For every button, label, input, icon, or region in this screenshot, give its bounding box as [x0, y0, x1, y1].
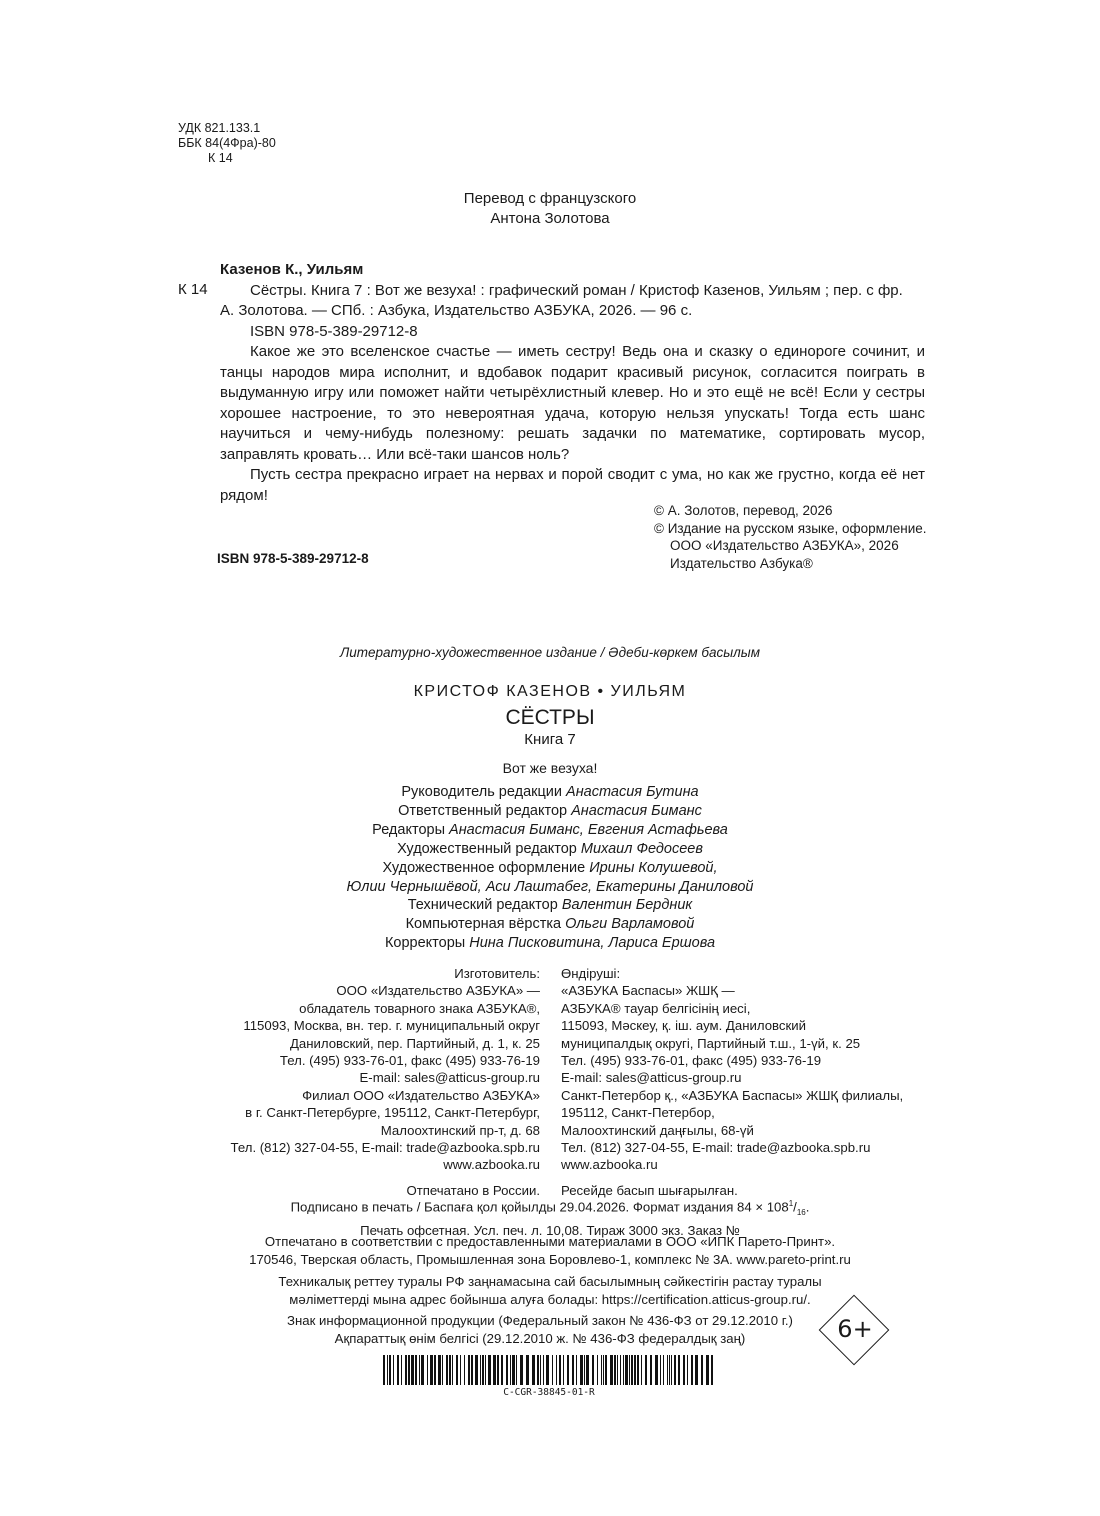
signed-end: . [805, 1199, 810, 1215]
udk-code: УДК 821.133.1 [178, 121, 261, 135]
signed-text: Подписано в печать / Баспаға қол қойылды 29.04.2026. Формат издания 84 × 108 [290, 1199, 789, 1215]
author-mark: К 14 [208, 151, 233, 165]
manufacturer-kz-line: муниципалдық округі, Партийный т.ш., 1-үй, к. 25 [561, 1035, 861, 1051]
staff-role: Технический редактор [407, 897, 558, 914]
staff-row [0, 821, 1100, 840]
manufacturer-kz [561, 965, 903, 1199]
format-fraction-num: 1 [788, 1199, 794, 1208]
signed-line-1: Подписано в печать / Баспаға қол қойылды 29.04.2026. Формат издания $84 \times 108^1/_{16}$. [290, 1199, 810, 1218]
manufacturer-ru-line: E-mail: sales@atticus-group.ru [359, 1070, 540, 1086]
biblio-index: К 14 [178, 281, 208, 298]
age-rating: 6+ [837, 1315, 873, 1343]
manufacturer-kz-line: Малоохтинский даңғылы, 68-үй [561, 1122, 754, 1138]
format-fraction-den: 16 [796, 1208, 806, 1218]
staff-name: Ирины Колушевой, [589, 859, 718, 876]
staff-row [0, 783, 1100, 802]
manufacturer-kz-line: Тел. (812) 327-04-55, E-mail: trade@azbooka.spb.ru [561, 1140, 871, 1156]
staff-role: Компьютерная вёрстка [405, 916, 562, 933]
manufacturer-ru-line: Тел. (495) 933-76-01, факс (495) 933-76-19 [279, 1053, 540, 1069]
staff-name: Юлии Чернышёвой, Аси Лаштабег, Екатерины Даниловой [346, 878, 754, 895]
staff-name: Нина Писковитина, Лариса Ершова [469, 935, 716, 952]
staff-role: Редакторы [372, 821, 445, 838]
manufacturer-kz-line: www.azbooka.ru [561, 1157, 658, 1173]
barcode-label: C-CGR-38845-01-R [503, 1387, 595, 1398]
manufacturer-kz-line: АЗБУКА® тауар белгісінің иесі, [561, 1000, 751, 1016]
staff-name: Анастасия Бутина [566, 784, 699, 800]
certification-line-2: мәліметтерді мына адрес бойынша алуға болады: https://certification.atticus-group.ru/. [289, 1291, 811, 1307]
translation-line-1: Перевод с французского [463, 190, 637, 207]
staff-row [0, 896, 1100, 915]
biblio-isbn: ISBN 978-5-389-29712-8 [250, 322, 418, 340]
info-product-sign [0, 1312, 1080, 1347]
staff-role: Ответственный редактор [398, 802, 568, 819]
bbk-code: ББК 84(4Фра)-80 [178, 136, 276, 150]
bibliographic-record [220, 260, 925, 506]
editorial-staff [0, 783, 1100, 953]
manufacturer-ru [231, 965, 540, 1199]
manufacturer-kz-line: E-mail: sales@atticus-group.ru [561, 1070, 742, 1086]
staff-name: Анастасия Биманс [571, 802, 702, 819]
isbn-bottom: ISBN 978-5-389-29712-8 [217, 551, 369, 566]
translation-credit [0, 189, 1100, 229]
printed-in-russia: Отпечатано в России. [406, 1182, 540, 1198]
manufacturer-kz-line: 195112, Санкт-Петербор, [561, 1105, 715, 1121]
staff-row [0, 878, 1100, 897]
staff-role: Художественное оформление [382, 859, 586, 876]
imprint-subtitle: Вот же везуха! [502, 760, 598, 776]
printer-line-1: Отпечатано в соответствии с предоставленными материалами в ООО «ИПК Парето-Принт». [264, 1234, 836, 1249]
manufacturer-ru-line: www.azbooka.ru [443, 1157, 540, 1173]
copyright-line: © Издание на русском языке, оформление. [654, 520, 927, 536]
staff-row [0, 840, 1100, 859]
manufacturer-ru-line: Даниловский, пер. Партийный, д. 1, к. 25 [289, 1035, 540, 1051]
biblio-description-1: Сёстры. Книга 7 : Вот же везуха! : графический роман / Кристоф Казенов, Уильям ; пер. с фр. [250, 281, 903, 299]
imprint-authors: КРИСТОФ КАЗЕНОВ • УИЛЬЯМ [413, 683, 687, 700]
staff-name: Валентин Бердник [561, 897, 693, 914]
manufacturer-ru-line: Малоохтинский пр-т, д. 68 [380, 1122, 540, 1138]
printer-info [0, 1233, 1100, 1268]
staff-row [0, 915, 1100, 934]
staff-row [0, 802, 1100, 821]
manufacturer-ru-line: обладатель товарного знака АЗБУКА®, [299, 1000, 540, 1016]
printer-line-2: 170546, Тверская область, Промышленная зона Боровлево-1, комплекс № 3А. www.pareto-print.ru [249, 1251, 851, 1267]
manufacturer-ru-line: ООО «Издательство АЗБУКА» — [336, 983, 540, 999]
staff-role: Корректоры [384, 935, 466, 952]
biblio-description-2: А. Золотова. — СПб. : Азбука, Издательство АЗБУКА, 2026. — 96 с. [220, 302, 693, 319]
signed-line-2: Печать офсетная. Усл. печ. л. 10,08. Тираж 3000 экз. Заказ № [360, 1222, 740, 1238]
edition-genre: Литературно-художественное издание / Әдеби-көркем басылым [340, 645, 760, 660]
annotation-paragraph: Какое же это вселенское счастье — иметь сестру! Ведь она и сказку о единороге сочинит, и танцы народов мира исполнит, и вдобавок подарит красивый рисунок, согласится поиграть в выдуманную игру или поможет найти четырёхлистный клевер. Но и это ещё не всё! Если у сестры хорошее настроение, то это невероятная удача, которую нельзя упускать! Тогда есть шанс научиться и чему-нибудь полезному: решать задачки по математике, сортировать мусор, заправлять кровать… Или всё-таки шансов ноль? [220, 343, 925, 463]
annotation-paragraph-2: Пусть сестра прекрасно играет на нервах и порой сводит с ума, но как же грустно, когда её нет рядом! [220, 466, 925, 504]
info-sign-line-2: Ақпараттық өнім белгісі (29.12.2010 ж. № 436-ФЗ федералдық заң) [334, 1330, 746, 1346]
staff-role: Руководитель редакции [401, 784, 562, 800]
manufacturer-ru-line: в г. Санкт-Петербурге, 195112, Санкт-Петербург, [245, 1105, 540, 1121]
barcode-icon [383, 1355, 715, 1385]
certification-info [0, 1273, 1100, 1308]
imprint-book-number: Книга 7 [524, 731, 576, 748]
manufacturer-kz-line: Тел. (495) 933-76-01, факс (495) 933-76-19 [561, 1053, 822, 1069]
manufacturer-ru-line: Филиал ООО «Издательство АЗБУКА» [302, 1087, 540, 1103]
copyright-line: ООО «Издательство АЗБУКА», 2026 [670, 538, 899, 553]
manufacturer-ru-line: Изготовитель: [454, 966, 540, 981]
manufacturer-kz-line: Өндіруші: [561, 966, 621, 981]
manufacturer-ru-line: Тел. (812) 327-04-55, E-mail: trade@azbooka.spb.ru [230, 1140, 540, 1156]
staff-row [0, 859, 1100, 878]
staff-name: Михаил Федосеев [580, 840, 703, 857]
translation-line-2: Антона Золотова [490, 210, 610, 227]
manufacturer-ru-line: 115093, Москва, вн. тер. г. муниципальный округ [243, 1018, 540, 1034]
certification-line-1: Техникалық реттеу туралы РФ заңнамасына сай басылымның сәйкестігін растау туралы [278, 1274, 822, 1289]
biblio-author: Казенов К., Уильям [220, 261, 364, 278]
manufacturer-kz-line: «АЗБУКА Баспасы» ЖШҚ — [561, 983, 735, 999]
manufacturer-kz-line: Санкт-Петербор қ., «АЗБУКА Баспасы» ЖШҚ филиалы, [561, 1087, 904, 1103]
imprint-title: СЁСТРЫ [505, 706, 595, 729]
manufacturer-kz-line: 115093, Мәскеу, қ. іш. аум. Даниловский [561, 1018, 806, 1034]
staff-name: Анастасия Биманс, Евгения Астафьева [449, 821, 728, 838]
copyright-block [654, 502, 927, 572]
staff-name: Ольги Варламовой [565, 916, 695, 933]
staff-role: Художественный редактор [397, 840, 577, 857]
printed-in-russia-kz: Ресейде басып шығарылған. [561, 1182, 738, 1198]
copyright-line: © А. Золотов, перевод, 2026 [654, 503, 833, 518]
copyright-line: Издательство Азбука® [670, 555, 813, 571]
staff-row [0, 934, 1100, 953]
classification-block [178, 121, 276, 166]
info-sign-line-1: Знак информационной продукции (Федеральный закон № 436-ФЗ от 29.12.2010 г.) [287, 1313, 793, 1328]
